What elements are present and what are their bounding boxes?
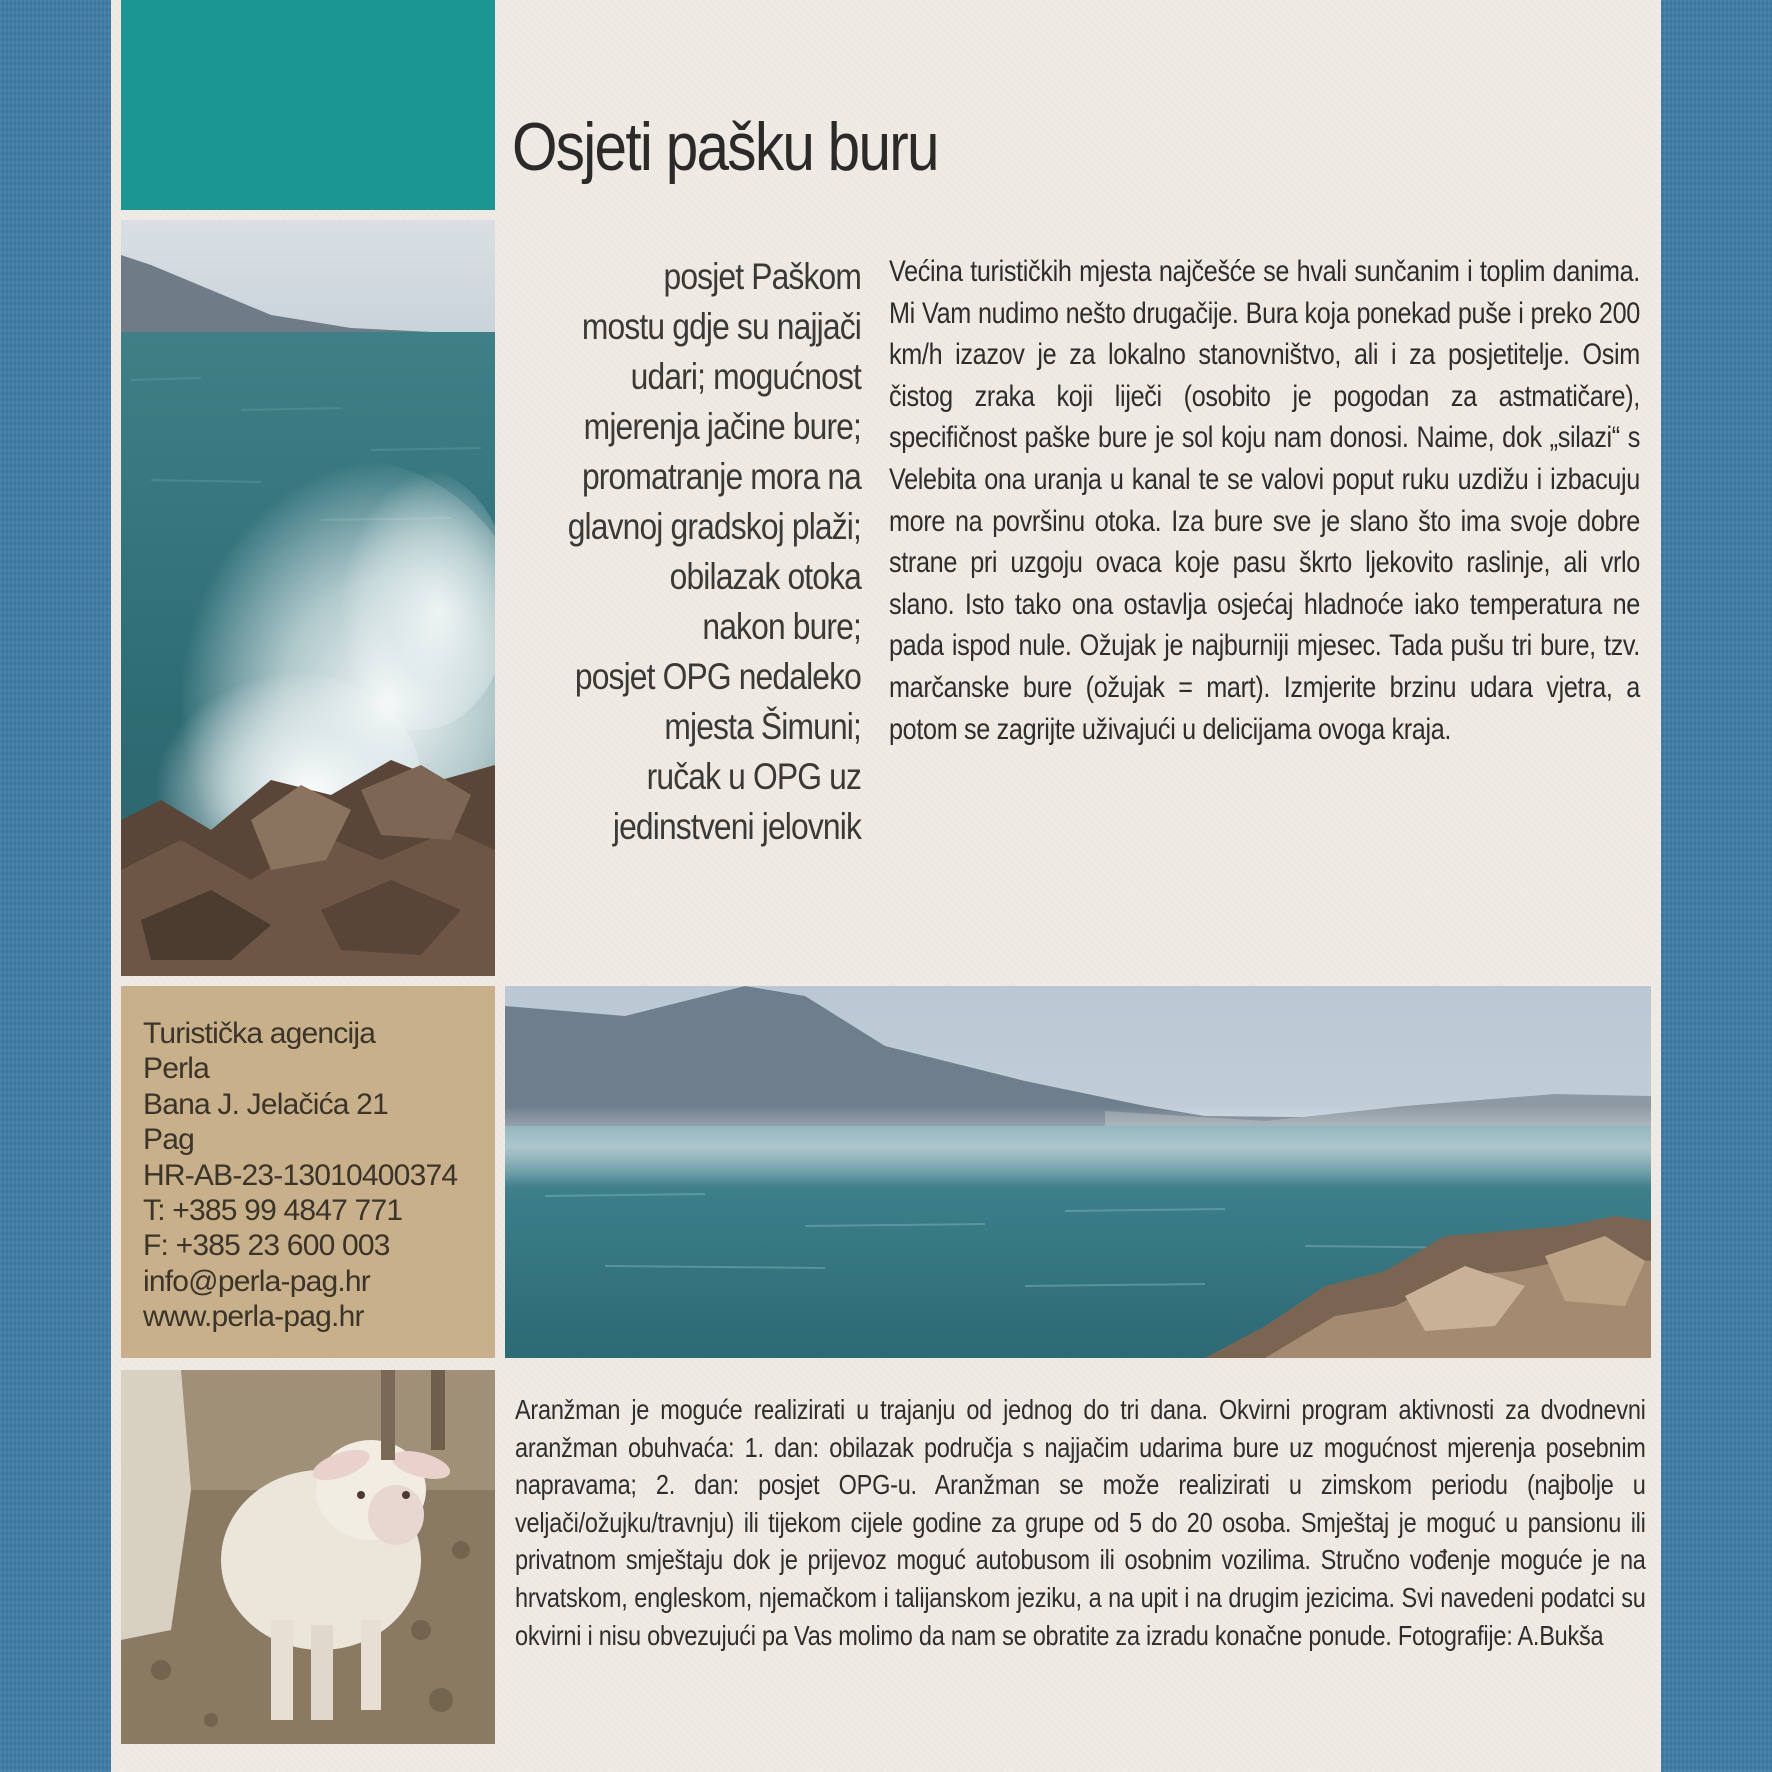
street-address: Bana J. Jelačića 21 [143, 1087, 388, 1121]
highlight-line: posjet OPG nedaleko [574, 656, 861, 697]
city: Pag [143, 1123, 194, 1157]
website-address: www.perla-pag.hr [143, 1300, 364, 1334]
main-description [889, 251, 1640, 750]
email-address: info@perla-pag.hr [143, 1264, 370, 1298]
agency-type: Turistička agencija [143, 1017, 376, 1050]
highlight-line: promatranje mora na [581, 456, 861, 497]
highlight-line: mjerenja jačine bure; [583, 406, 861, 447]
highlight-line: posjet Paškom [663, 256, 861, 297]
main-description-text: Većina turističkih mjesta najčešće se hvali sunčanim i toplim danima. Mi Vam nudimo nešto drugačije. Bura koja ponekad puše i preko 200 km/h izazov je za lokalno stanovništvo, ali i za posjetitelje. Osim čistog zraka koji liječi (osobito je pogodan za astmatičare), specifičnost paške bure je sol koju nam donosi. Naime, dok „silazi“ s Velebita ona uranja u kanal te se valovi poput ruku uzdižu i izbacuju more na površinu otoka. Iza bure sve je slano što ima svoje dobre strane pri uzgoju ovaca koje pasu škrto ljekovito raslinje, ali vrlo slano. Isto tako ona ostavlja osjećaj hladnoće iako temperatura ne pada ispod nule. Ožujak je najburniji mjesec. Tada pušu tri bure, tzv. marčanske bure (ožujak = mart). Izmjerite brzinu udara vjetra, a potom se zagrijte uživajući u delicijama ovoga kraja. [889, 255, 1640, 746]
teal-color-block [121, 0, 495, 210]
wave-splash-photo [121, 220, 495, 976]
phone-number: T: +385 99 4847 771 [143, 1194, 403, 1228]
page-title: Osjeti pašku buru [512, 109, 938, 185]
activity-highlights [523, 252, 861, 852]
highlight-line: obilazak otoka [669, 556, 861, 597]
fax-number: F: +385 23 600 003 [143, 1229, 390, 1263]
highlight-line: ručak u OPG uz [646, 756, 861, 797]
windy-sea-photo [505, 986, 1651, 1358]
highlight-line: jedinstveni jelovnik [612, 806, 861, 847]
highlight-line: udari; mogućnost [630, 356, 861, 397]
arrangement-details-text: Aranžman je moguće realizirati u trajanju od jednog do tri dana. Okvirni program aktivnosti za dvodnevni aranžman obuhvaća: 1. dan: obilazak područja s najjačim udarima bure uz mogućnost mjerenja posebnim napravama; 2. dan: posjet OPG-u. Aranžman se može realizirati u zimskom periodu (najbolje u veljači/ožujku/travnju) ili tijekom cijele godine za grupe od 5 do 20 osoba. Smještaj je moguć u pansionu ili privatnom smještaju dok je prijevoz moguć autobusom ili osobnim vozilima. Stručno vođenje moguće je na hrvatskom, engleskom, njemačkom i talijanskom jeziku, a na upit i na drugim jezicima. Svi navedeni podatci su okvirni i nisu obvezujući pa Vas molimo da nam se obratite za izradu konačne ponude. Fotografije: A.Bukša [515, 1394, 1646, 1651]
agency-name: Perla [143, 1052, 210, 1086]
highlight-line: mjesta Šimuni; [664, 706, 861, 747]
arrangement-details [515, 1391, 1645, 1654]
highlight-line: nakon bure; [702, 606, 861, 647]
registration-code: HR-AB-23-13010400374 [143, 1158, 458, 1192]
highlight-line: glavnoj gradskoj plaži; [567, 506, 861, 547]
highlight-line: mostu gdje su najjači [581, 306, 861, 347]
lamb-photo [121, 1370, 495, 1744]
contact-box [121, 986, 495, 1358]
